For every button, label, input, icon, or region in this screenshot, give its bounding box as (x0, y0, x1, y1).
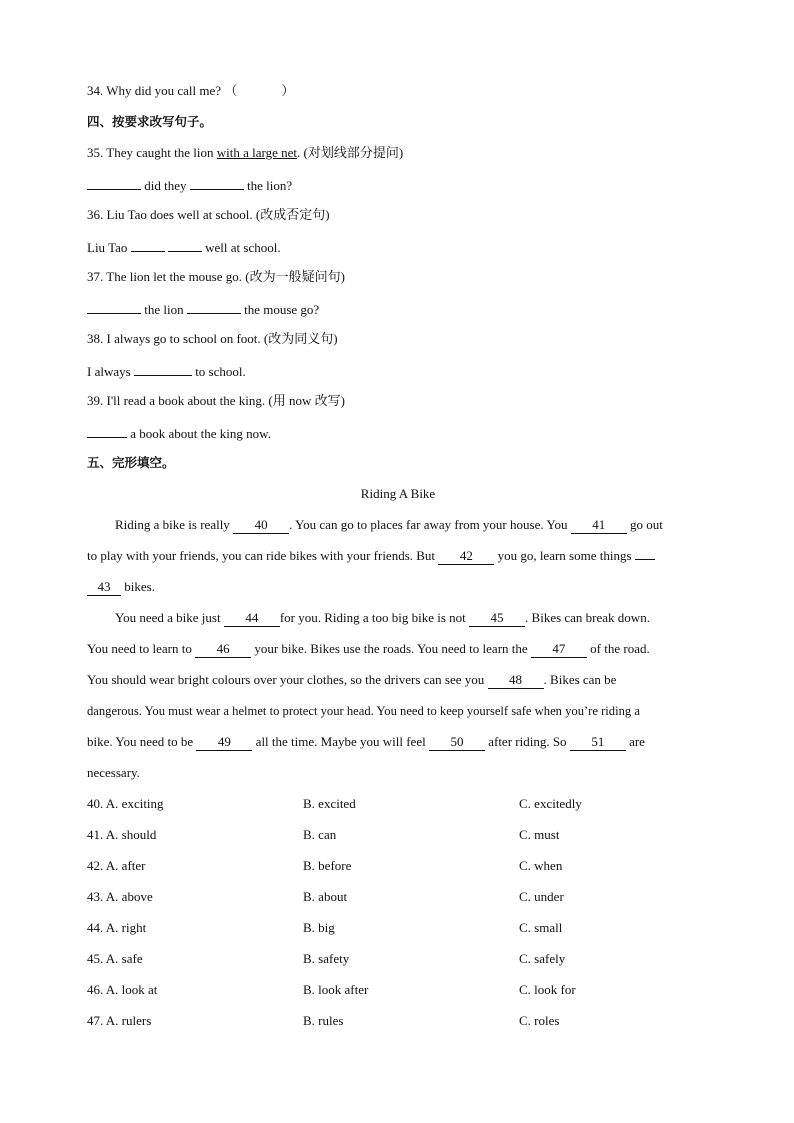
option-b[interactable]: B. safety (303, 951, 350, 966)
option-row (87, 1010, 709, 1041)
blank-47[interactable]: 47 (531, 641, 587, 658)
passage-line (87, 669, 709, 700)
answer-36-start: Liu Tao (87, 240, 131, 255)
answer-37-end: the mouse go? (240, 302, 320, 317)
option-a[interactable]: 44. A. right (87, 920, 147, 935)
answer-35-blank-2[interactable] (190, 173, 244, 190)
option-row (87, 886, 709, 917)
blank-49[interactable]: 49 (196, 734, 252, 751)
option-c[interactable]: C. excitedly (519, 796, 582, 811)
passage-line (87, 545, 709, 576)
answer-36-end: well at school. (201, 240, 281, 255)
passage-text: . You can go to places far away from your house. You (289, 517, 571, 532)
option-b[interactable]: B. before (303, 858, 352, 873)
passage-text: go out (626, 517, 663, 532)
option-a[interactable]: 40. A. exciting (87, 796, 164, 811)
blank-40[interactable]: 40 (233, 517, 289, 534)
answer-39-end: a book about the king now. (127, 426, 271, 441)
answer-36 (87, 235, 709, 266)
passage-text: you go, learn some things (494, 548, 635, 563)
question-34 (87, 80, 709, 111)
blank-45[interactable]: 45 (469, 610, 525, 627)
answer-39-blank[interactable] (87, 421, 127, 438)
answer-39 (87, 421, 709, 452)
passage-text: bike. You need to be (87, 734, 197, 749)
answer-38-start: I always (87, 364, 134, 379)
passage-text: all the time. Maybe you will feel (252, 734, 429, 749)
passage-line (87, 514, 709, 545)
passage-text: You need to learn to (87, 641, 196, 656)
passage-line: dangerous. You must wear a helmet to protect your head. You need to keep yourself safe when you’re riding a (87, 704, 640, 718)
passage-text: are (625, 734, 645, 749)
option-a[interactable]: 46. A. look at (87, 982, 158, 997)
option-c[interactable]: C. safely (519, 951, 566, 966)
question-35-underlined: with a large net (216, 145, 297, 160)
option-b[interactable]: B. excited (303, 796, 356, 811)
option-c[interactable]: C. when (519, 858, 563, 873)
option-b[interactable]: B. big (303, 920, 335, 935)
blank-42[interactable]: 42 (438, 548, 494, 565)
answer-37-mid: the lion (141, 302, 187, 317)
answer-38-blank[interactable] (134, 359, 192, 376)
option-a[interactable]: 41. A. should (87, 827, 157, 842)
option-row (87, 948, 709, 979)
question-37: 37. The lion let the mouse go. (改为一般疑问句) (87, 269, 345, 284)
option-c[interactable]: C. roles (519, 1013, 560, 1028)
section-4-title: 四、按要求改写句子。 (87, 114, 213, 129)
answer-35-mid: did they (141, 178, 190, 193)
answer-38 (87, 359, 709, 390)
option-c[interactable]: C. small (519, 920, 563, 935)
option-a[interactable]: 45. A. safe (87, 951, 143, 966)
passage-text: bikes. (121, 579, 155, 594)
passage-text: You should wear bright colours over your clothes, so the drivers can see you (87, 672, 488, 687)
passage-text: after riding. So (484, 734, 570, 749)
option-row (87, 793, 709, 824)
answer-37-blank-2[interactable] (187, 297, 241, 314)
option-c[interactable]: C. must (519, 827, 560, 842)
blank-51[interactable]: 51 (570, 734, 626, 751)
passage-text: to play with your friends, you can ride bikes with your friends. But (87, 548, 439, 563)
passage-line: necessary. (87, 765, 140, 780)
passage-text: . Bikes can break down. (525, 610, 650, 625)
blank-44[interactable]: 44 (224, 610, 280, 627)
answer-35-end: the lion? (243, 178, 293, 193)
answer-35 (87, 173, 709, 204)
passage-text: You need a bike just (115, 610, 224, 625)
passage-line (87, 731, 709, 762)
option-row (87, 917, 709, 948)
option-a[interactable]: 42. A. after (87, 858, 146, 873)
blank-48[interactable]: 48 (488, 672, 544, 689)
option-row (87, 979, 709, 1010)
passage-title: Riding A Bike (360, 486, 436, 501)
passage-text: for you. Riding a too big bike is not (279, 610, 470, 625)
question-36: 36. Liu Tao does well at school. (改成否定句) (87, 207, 330, 222)
passage-text: Riding a bike is really (115, 517, 234, 532)
answer-37 (87, 297, 709, 328)
worksheet-page (87, 80, 709, 1041)
answer-paren-open: （ (224, 83, 238, 98)
question-35 (87, 142, 709, 173)
question-35-suffix: . (对划线部分提问) (297, 145, 404, 160)
option-row (87, 855, 709, 886)
answer-36-blank-2[interactable] (168, 235, 202, 252)
passage-line (87, 607, 709, 638)
blank-50[interactable]: 50 (429, 734, 485, 751)
question-38: 38. I always go to school on foot. (改为同义句) (87, 331, 338, 346)
blank-46[interactable]: 46 (195, 641, 251, 658)
option-b[interactable]: B. can (303, 827, 337, 842)
passage-text: . Bikes can be (543, 672, 617, 687)
question-34-text: 34. Why did you call me? (87, 83, 222, 98)
answer-37-blank-1[interactable] (87, 297, 141, 314)
option-c[interactable]: C. look for (519, 982, 576, 997)
section-5-title: 五、完形填空。 (87, 455, 175, 470)
passage-text: your bike. Bikes use the roads. You need to learn the (251, 641, 531, 656)
passage-text: of the road. (586, 641, 650, 656)
option-b[interactable]: B. about (303, 889, 348, 904)
option-b[interactable]: B. rules (303, 1013, 344, 1028)
passage-line (87, 638, 709, 669)
blank-43[interactable]: 43 (87, 579, 121, 596)
option-a[interactable]: 47. A. rulers (87, 1013, 152, 1028)
option-c[interactable]: C. under (519, 889, 564, 904)
option-b[interactable]: B. look after (303, 982, 369, 997)
blank-43-start (635, 559, 655, 560)
answer-36-blank-1[interactable] (131, 235, 165, 252)
question-35-prefix: 35. They caught the lion (87, 145, 217, 160)
blank-41[interactable]: 41 (571, 517, 627, 534)
passage-line (87, 576, 709, 607)
answer-38-end: to school. (191, 364, 246, 379)
answer-paren-close: ） (281, 83, 295, 98)
option-a[interactable]: 43. A. above (87, 889, 153, 904)
option-row (87, 824, 709, 855)
question-39: 39. I'll read a book about the king. (用 now 改写) (87, 393, 345, 408)
answer-35-blank-1[interactable] (87, 173, 141, 190)
